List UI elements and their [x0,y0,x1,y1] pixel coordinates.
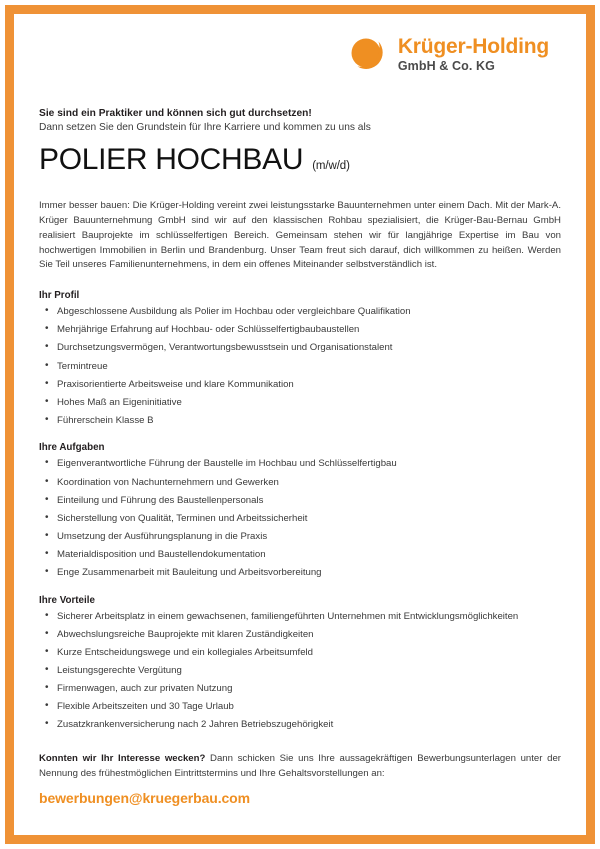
page-content [14,14,586,835]
kruger-holding-circle-swoosh-logo [348,35,388,75]
benefits-list [39,612,561,730]
closing-paragraph [39,752,561,782]
job-title-gender-suffix: (m/w/d) [312,160,350,172]
list-item: • Firmenwagen, auch zur privaten Nutzung [39,684,561,694]
section-title: Ihre Aufgaben [39,442,105,454]
section-ihr-profil [39,290,561,425]
section-ihre-aufgaben [39,442,561,577]
list-item: • Enge Zusammenarbeit mit Bauleitung und Arbeitsvorbereitung [39,568,561,578]
closing-question: Konnten wir Ihr Interesse wecken? [39,752,206,764]
section-ihre-vorteile [39,595,561,730]
list-item: • Abwechslungsreiche Bauprojekte mit klaren Zuständigkeiten [39,630,561,640]
list-item: • Leistungsgerechte Vergütung [39,666,561,676]
job-title-row [39,145,561,175]
list-item: • Flexible Arbeitszeiten und 30 Tage Urlaub [39,702,561,712]
list-item: • Eigenverantwortliche Führung der Baustelle im Hochbau und Schlüsselfertigbau [39,459,561,469]
page-title: POLIER HOCHBAU [39,143,304,176]
application-email-link[interactable]: bewerbungen@kruegerbau.com [39,790,250,807]
list-item: • Sicherstellung von Qualität, Terminen und Arbeitssicherheit [39,514,561,524]
list-item: • Praxisorientierte Arbeitsweise und klare Kommunikation [39,380,561,390]
section-title: Ihr Profil [39,290,80,302]
intro-paragraph: Immer besser bauen: Die Krüger-Holding vereint zwei leistungsstarke Bauunternehmen unter einem Dach. Mit der Mark-A. Krüger Bauunternehmung GmbH sind wir auf den klassischen Rohbau spezialisiert, die Krüger-Bau-Bernau GmbH realisiert Bauprojekte im schlüsselfertigen Bereich. Gemeinsam stehen wir für langjährige Expertise im Bau von hochwertigen Immobilien in Berlin und Brandenburg. Unser Team freut sich darauf, dich willkommen zu heißen. Werden Sie Teil unseres Familienunternehmens, in dem ein offenes Miteinander selbstverständlich ist. [39,200,561,271]
list-item: • Kurze Entscheidungswege und ein kollegiales Arbeitsumfeld [39,648,561,658]
list-item: • Einteilung und Führung des Baustellenpersonals [39,496,561,506]
list-item: • Mehrjährige Erfahrung auf Hochbau- oder Schlüsselfertigbaubaustellen [39,325,561,335]
section-title: Ihre Vorteile [39,594,95,606]
list-item: • Abgeschlossene Ausbildung als Polier im Hochbau oder vergleichbare Qualifikation [39,307,561,317]
kicker-headline-bold: Sie sind ein Praktiker und können sich gut durchsetzen! [39,108,312,119]
list-item: • Zusatzkrankenversicherung nach 2 Jahren Betriebszugehörigkeit [39,720,561,730]
list-item: • Materialdisposition und Baustellendokumentation [39,550,561,560]
logo-legal-form: GmbH & Co. KG [397,59,495,74]
logo-company-name: Krüger-Holding [397,35,549,59]
logo-wordmark [398,36,549,73]
requirements-list [39,307,561,425]
list-item: • Führerschein Klasse B [39,416,561,426]
tasks-list [39,459,561,577]
list-item: • Sicherer Arbeitsplatz in einem gewachsenen, familiengeführten Unternehmen mit Entwicklungsmöglichkeiten [39,612,561,622]
list-item: • Koordination von Nachunternehmern und Gewerken [39,478,561,488]
list-item: • Umsetzung der Ausführungsplanung in die Praxis [39,532,561,542]
list-item: • Hohes Maß an Eigeninitiative [39,398,561,408]
closing-block [39,752,561,807]
company-logo [39,22,561,88]
kicker-headline-regular: Dann setzen Sie den Grundstein für Ihre Karriere und kommen zu uns als [39,122,371,133]
list-item: • Durchsetzungsvermögen, Verantwortungsbewusstsein und Organisationstalent [39,343,561,353]
list-item: • Termintreue [39,362,561,372]
closing-text: Dann schicken Sie uns Ihre aussagekräftigen Bewerbungsunterlagen unter der Nennung des frühestmöglichen Eintrittstermins und Ihre Gehaltsvorstellungen an: [39,752,561,779]
